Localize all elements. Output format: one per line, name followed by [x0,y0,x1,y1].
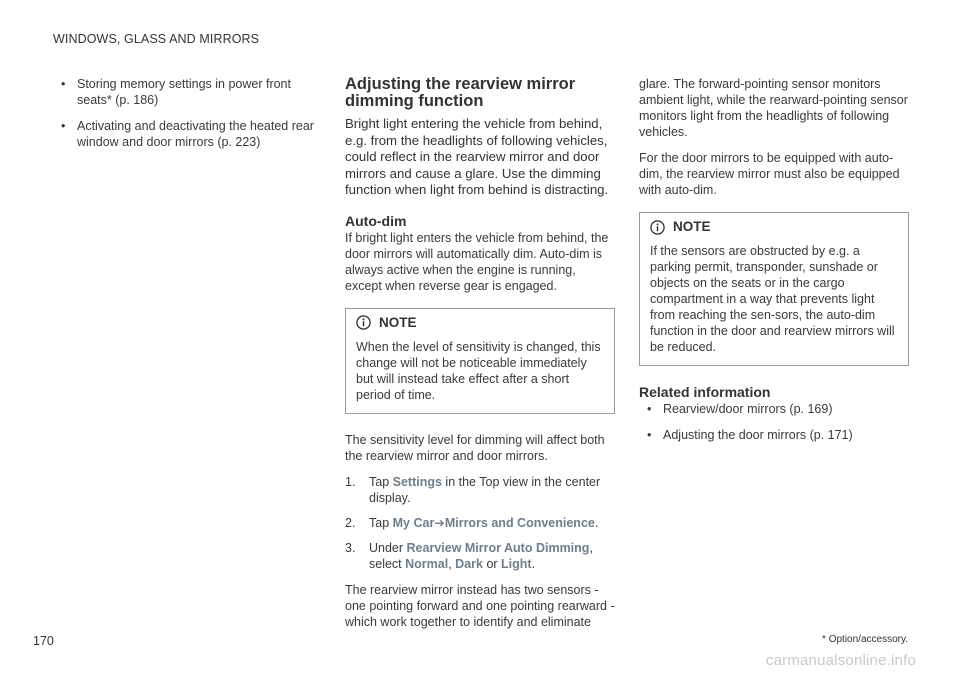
note-box [639,212,909,366]
ui-label-light: Light [501,556,532,571]
ui-label-dark: Dark [455,556,483,571]
note-text: When the level of sensitivity is changed, this change will not be noticeable immediately but will instead take effect after a short period of time. [356,339,601,402]
lead-paragraph: Bright light entering the vehicle from behind, e.g. from the headlights of following vehicles, could reflect in the rearview mirror and door mirrors and cause a glare. Use the dimming function when light from behind is distracting. [345,116,609,197]
footnote: * Option/accessory. [822,634,908,645]
note-header [650,219,898,235]
step-text: . [531,556,536,571]
ui-label-normal: Normal [405,556,449,571]
section-title: Adjusting the rearview mirror dimming function [345,75,576,110]
arrow-right-icon: ➔ [434,515,445,530]
note-label: NOTE [379,314,417,330]
step-text: or [482,556,502,571]
step-text: . [594,515,599,530]
list-item [639,401,909,417]
list-item-text[interactable]: Activating and deactivating the heated rear window and door mirrors (p. 223) [77,119,314,149]
ui-label-mirrors-convenience: Mirrors and Convenience [444,515,595,530]
related-information-heading: Related information [639,384,771,400]
related-link[interactable]: Rearview/door mirrors (p. 169) [663,402,833,416]
step-item [345,515,615,531]
step-text: , select [369,540,593,571]
list-item [53,76,315,108]
step-number: 3. [345,540,356,555]
note-header [356,315,604,331]
note-text: If the sensors are obstructed by e.g. a parking permit, transponder, sunshade or objects on the seats or in the cargo compartment in a way that prevents light from reaching the sen-sors, the auto-dim function in the door and rearview mirrors will be reduced. [650,244,895,354]
bullet-glyph: • [61,77,66,91]
bullet-glyph: • [647,402,652,416]
step-number: 1. [345,474,356,489]
step-item [345,540,615,572]
bullet-glyph: • [647,428,652,442]
step-text: in the Top view in the center display. [369,474,601,505]
step-text: Tap [369,474,393,489]
step-item [345,474,615,506]
ui-label-my-car: My Car [392,515,435,530]
page-number: 170 [33,634,54,648]
list-item [639,427,909,443]
list-item-text[interactable]: Storing memory settings in power front seats* (p. 186) [77,77,291,107]
sensors-paragraph: The rearview mirror instead has two sensors - one pointing forward and one pointing rearward - which work together to identify and eliminate [345,582,615,629]
note-box [345,308,615,414]
list-item [53,118,315,150]
column-middle [345,76,615,640]
related-link[interactable]: Adjusting the door mirrors (p. 171) [663,428,853,442]
door-mirrors-paragraph: For the door mirrors to be equipped with auto-dim, the rearview mirror must also be equipped with auto-dim. [639,151,900,197]
running-header: WINDOWS, GLASS AND MIRRORS [53,32,260,46]
step-text: , [448,556,456,571]
autodim-paragraph: If bright light enters the vehicle from behind, the door mirrors will automatically dim. Auto-dim is always active when the engine is running, except when reverse gear is engaged. [345,230,609,293]
steps-list [345,474,615,572]
step-text: Tap [369,515,393,530]
ui-label-settings: Settings [392,474,442,489]
ui-label-rearview-auto-dimming: Rearview Mirror Auto Dimming [406,540,590,555]
sensitivity-paragraph: The sensitivity level for dimming will affect both the rearview mirror and door mirrors. [345,432,605,463]
info-circle-icon [356,315,371,330]
autodim-heading: Auto-dim [345,212,407,229]
note-label: NOTE [673,219,711,234]
column-right [639,76,909,453]
step-text: Under [369,540,407,555]
continued-paragraph: glare. The forward-pointing sensor monitors ambient light, while the rearward-pointing sensor monitors light from the headlights of following vehicles. [639,77,908,139]
related-list [639,401,909,443]
column-left [53,76,315,160]
bullet-glyph: • [61,119,66,133]
info-circle-icon [650,220,665,235]
step-number: 2. [345,515,356,530]
bullet-list [53,76,315,150]
watermark: carmanualsonline.info [765,652,916,669]
